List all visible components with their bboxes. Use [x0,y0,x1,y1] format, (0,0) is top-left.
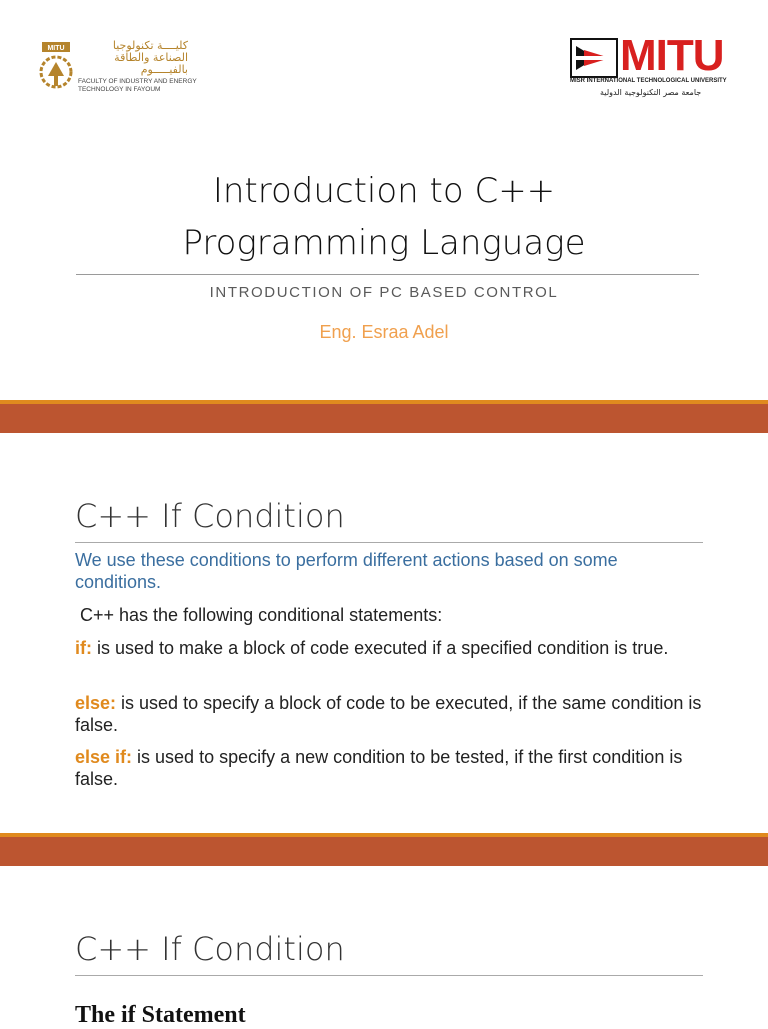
if-condition-slide [0,433,768,833]
presentation-title [0,165,768,269]
else-keyword: else: [75,693,117,713]
mitu-wordmark: MITU [620,31,724,80]
title-divider-line [76,274,699,275]
if-statement-subheading: The if Statement [75,1002,246,1028]
author-name: Eng. Esraa Adel [319,322,449,342]
else-item [75,692,705,736]
slide-separator [0,833,768,866]
if-item [75,637,705,659]
mitu-arabic-name: جامعة مصر التكنولوجية الدولية [600,88,702,97]
faculty-arabic-name: كليــــة تكنولوجيا الصناعة والطاقة بالفيـــــوم [112,39,188,76]
else-if-keyword: else if: [75,747,133,767]
intro-paragraph: We use these conditions to perform different actions based on some conditions. [75,550,618,592]
if-keyword: if: [75,638,92,658]
else-if-item [75,746,705,790]
mitu-subtitle: MISR INTERNATIONAL TECHNOLOGICAL UNIVERSITY [570,78,727,84]
title-line-1: Introduction to C++ [212,171,556,211]
svg-text:MITU: MITU [47,45,65,52]
slide-heading: C++ If Condition [75,497,345,535]
title-slide [0,0,768,400]
if-statement-slide [0,866,768,1028]
if-description: is used to make a block of code executed if a specified condition is true. [92,638,669,658]
mitu-logo [570,31,730,104]
slide-separator [0,400,768,433]
presentation-subtitle: INTRODUCTION OF PC BASED CONTROL [209,284,559,301]
else-if-description: is used to specify a new condition to be tested, if the first condition is false. [75,747,683,789]
heading-divider-line [75,975,703,976]
else-description: is used to specify a block of code to be executed, if the same condition is false. [75,693,702,735]
title-line-2: Programming Language [182,223,586,263]
faculty-logo [38,40,198,100]
slide-heading: C++ If Condition [75,930,345,968]
heading-divider-line [75,542,703,543]
mitu-emblem-icon [570,38,618,78]
faculty-emblem-icon [38,40,74,100]
faculty-english-name: FACULTY OF INDUSTRY AND ENERGY TECHNOLOGY IN FAYOUM [78,78,197,93]
lead-paragraph: C++ has the following conditional statements: [80,605,443,625]
